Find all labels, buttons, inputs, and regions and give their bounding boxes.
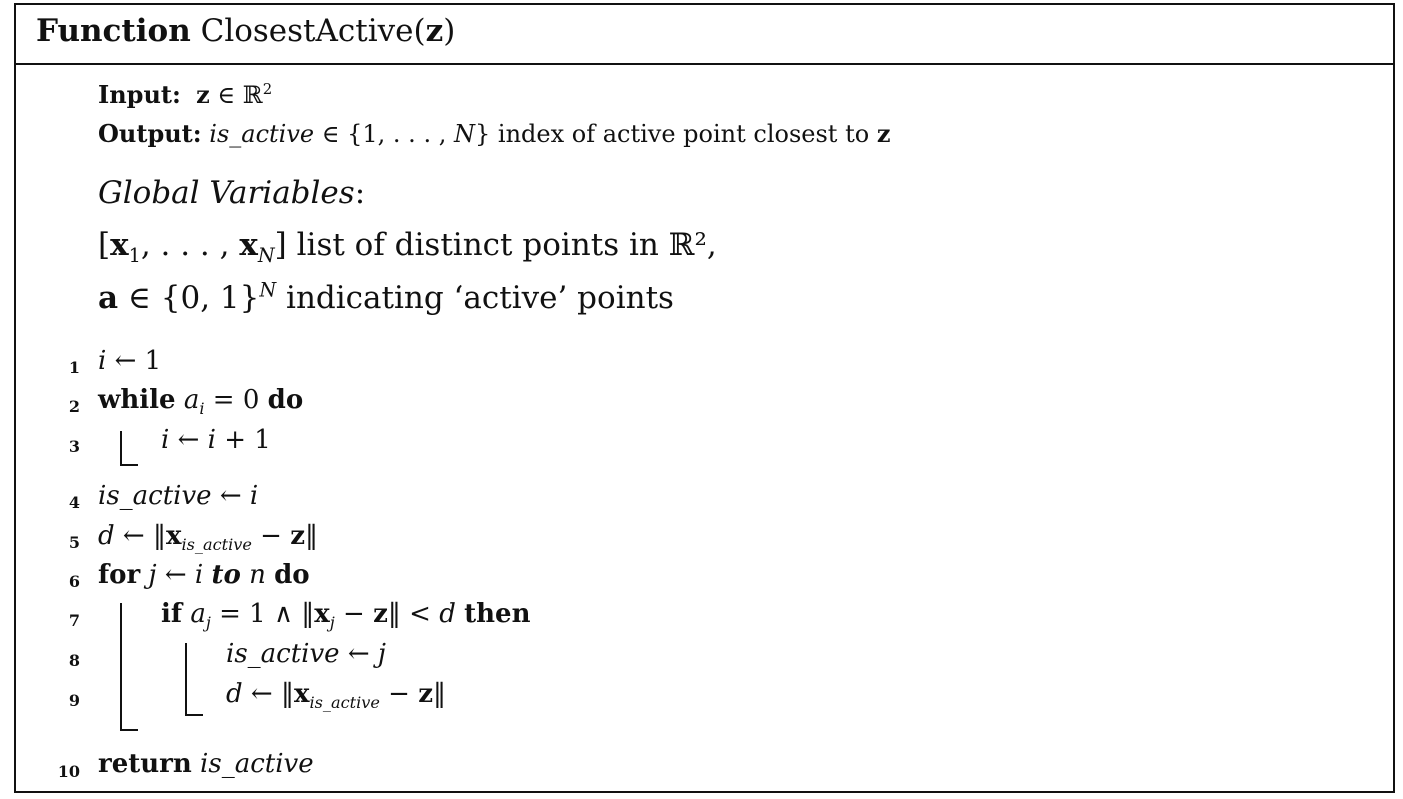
for-block-end — [120, 729, 138, 731]
active-vector-expression: a ∈ {0, 1}$^N$ — [98, 278, 277, 316]
global-active-line — [98, 280, 674, 316]
function-title: Function ClosestActive(z) — [36, 13, 456, 49]
while-block-end — [120, 464, 138, 466]
if-block-end — [185, 714, 203, 716]
code-line-2: while $a_i = 0$ do — [98, 385, 304, 419]
points-list-text: list of distinct points in ℝ², — [296, 227, 717, 263]
code-line-3: i ← i + 1 — [161, 425, 271, 455]
for-block-bar — [120, 603, 122, 731]
code-line-6: for j ← i to n do — [98, 560, 310, 590]
code-line-5: d ← $‖x_{is\_active}$ − z‖ — [98, 521, 318, 555]
line-number: 5 — [68, 533, 80, 552]
line-number: 9 — [68, 691, 80, 710]
line-number: 1 — [68, 358, 80, 377]
line-number: 4 — [68, 493, 80, 512]
line-number: 6 — [68, 572, 80, 591]
output-description: index of active point closest to — [497, 120, 870, 148]
code-line-10: return is_active — [98, 749, 314, 779]
global-variables-heading: Global Variables: — [98, 175, 366, 211]
algorithm-header — [16, 5, 1393, 65]
code-line-8: is_active ← j — [226, 639, 386, 669]
points-list-expression: [$x_1$, . . . , $x_N$] — [98, 227, 287, 268]
line-number: 10 — [57, 762, 80, 781]
if-block-bar — [185, 643, 187, 716]
output-target: z — [876, 119, 891, 148]
line-number: 3 — [68, 437, 80, 456]
output-label: Output: — [98, 119, 202, 148]
while-block-bar — [120, 431, 122, 466]
global-points-line — [98, 227, 717, 268]
output-variable: is_active — [209, 120, 315, 148]
input-line — [98, 80, 272, 109]
function-name: ClosestActive — [200, 13, 414, 49]
code-line-1: i ← 1 — [98, 346, 162, 376]
function-keyword: Function — [36, 13, 191, 49]
output-line — [98, 119, 890, 148]
code-line-4: is_active ← i — [98, 481, 259, 511]
line-number: 8 — [68, 651, 80, 670]
input-expression: z ∈ ℝ$^2$ — [196, 80, 273, 109]
function-arg: z — [425, 13, 444, 49]
active-vector-text: indicating ‘active’ points — [286, 280, 674, 316]
code-line-7: if $a_j = 1$ ∧ $‖x_j$ − z‖ < d then — [161, 599, 531, 633]
output-set: ∈ {1, . . . , N} — [321, 120, 491, 148]
code-line-9: d ← $‖x_{is\_active}$ − z‖ — [226, 679, 446, 713]
line-number: 2 — [68, 397, 80, 416]
input-label: Input: — [98, 80, 181, 109]
line-number: 7 — [68, 611, 80, 630]
algorithm-box — [14, 3, 1395, 793]
